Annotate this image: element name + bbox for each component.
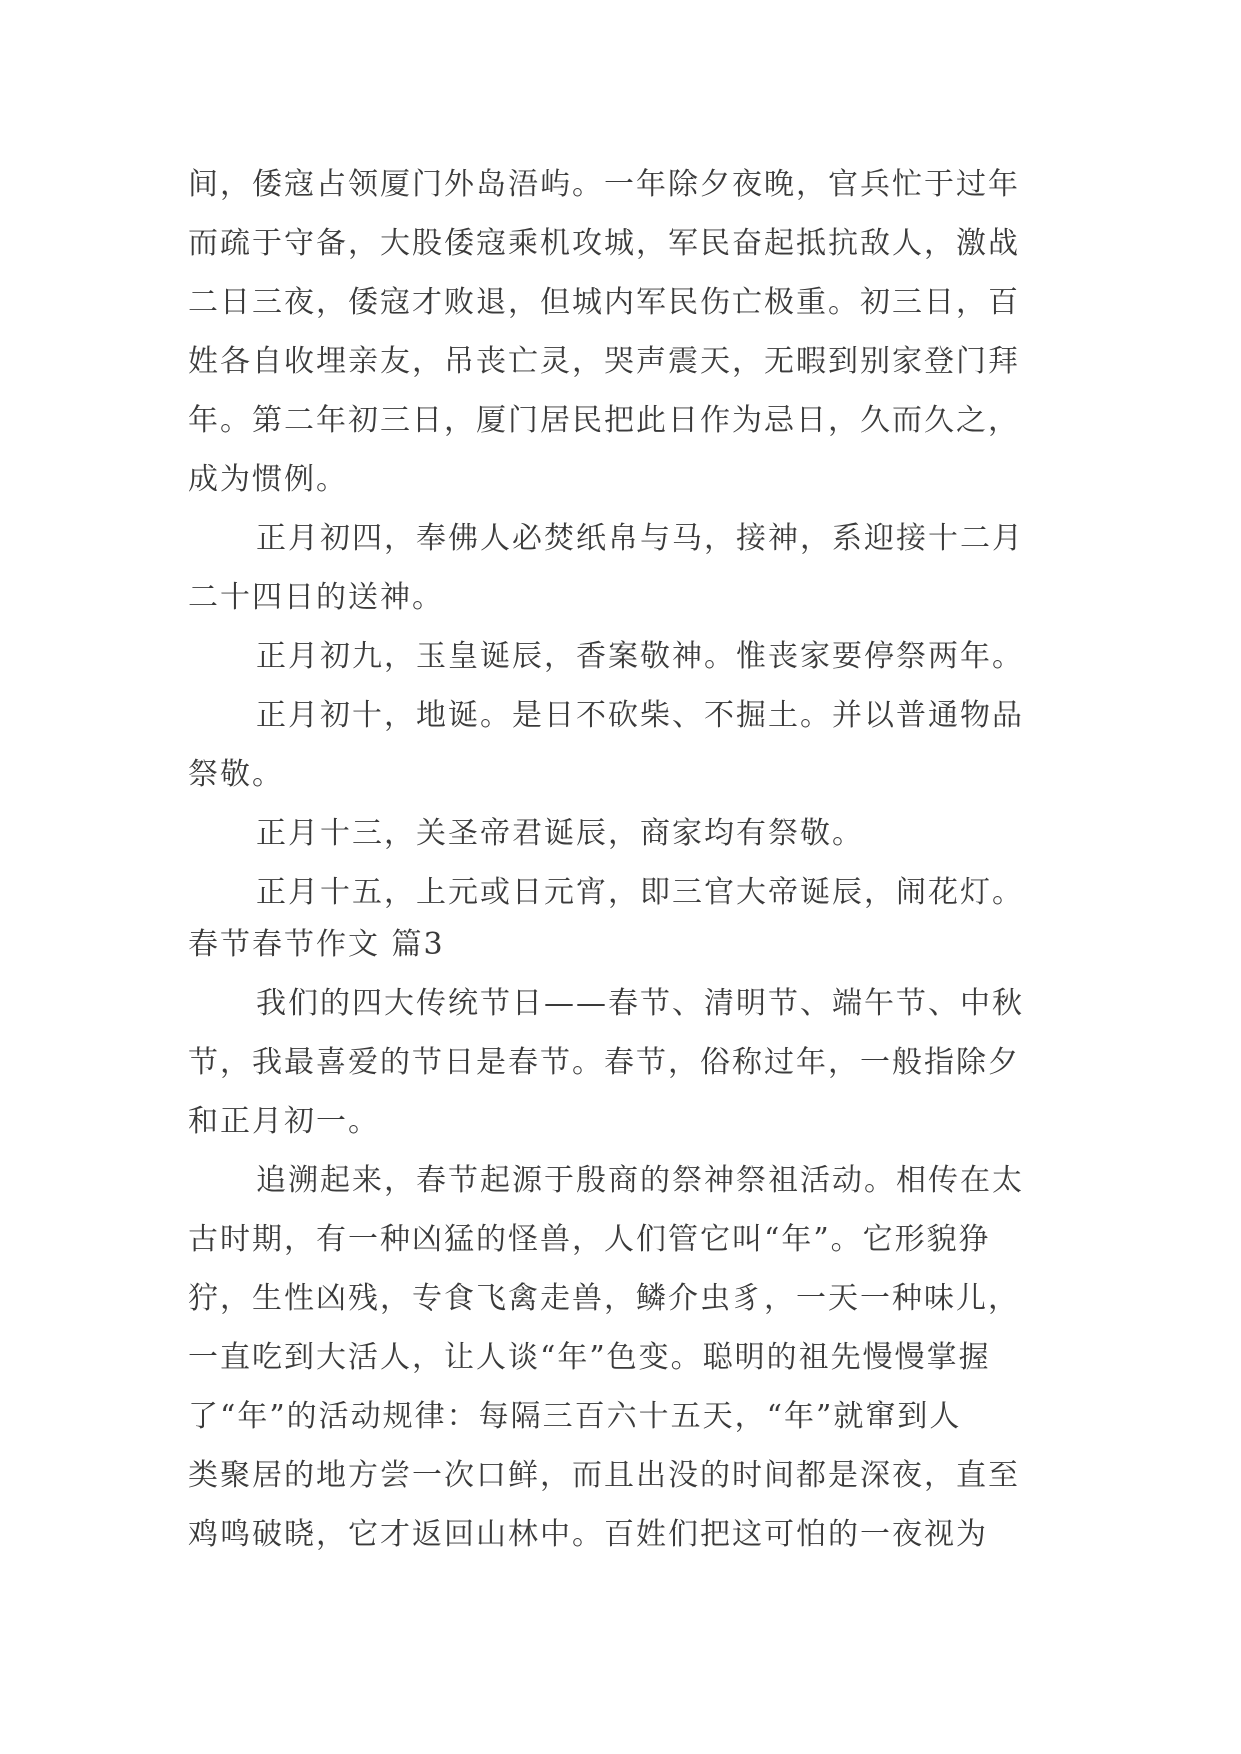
text-line: 间，倭寇占领厦门外岛浯屿。一年除夕夜晚，官兵忙于过年 [188,167,1020,202]
text-line: 姓各自收埋亲友，吊丧亡灵，哭声震天，无暇到别家登门拜 [188,344,1020,379]
text-line: 追溯起来，春节起源于殷商的祭神祭祖活动。相传在太 [256,1163,1024,1198]
text-line: 了“年”的活动规律：每隔三百六十五天，“年”就窜到人 [188,1399,962,1434]
text-line: 类聚居的地方尝一次口鲜，而且出没的时间都是深夜，直至 [188,1458,1020,1493]
text-line: 年。第二年初三日，厦门居民把此日作为忌日，久而久之， [188,403,1020,438]
text-line: 和正月初一。 [188,1104,380,1139]
text-line: 节，我最喜爱的节日是春节。春节，俗称过年，一般指除夕 [188,1045,1020,1080]
text-line: 正月十三，关圣帝君诞辰，商家均有祭敬。 [256,816,864,851]
text-line: 祭敬。 [188,757,284,792]
text-line: 我们的四大传统节日——春节、清明节、端午节、中秋 [256,986,1024,1021]
text-line: 古时期，有一种凶猛的怪兽，人们管它叫“年”。它形貌狰 [188,1222,991,1257]
text-line: 正月十五，上元或日元宵，即三官大帝诞辰，闹花灯。 [256,875,1024,910]
text-line: 成为惯例。 [188,462,348,497]
text-line: 而疏于守备，大股倭寇乘机攻城，军民奋起抵抗敌人，激战 [188,226,1020,261]
text-line: 鸡鸣破晓，它才返回山林中。百姓们把这可怕的一夜视为 [188,1517,988,1552]
text-line: 正月初十，地诞。是日不砍柴、不掘土。并以普通物品 [256,698,1024,733]
text-line: 二日三夜，倭寇才败退，但城内军民伤亡极重。初三日，百 [188,285,1020,320]
text-line: 一直吃到大活人，让人谈“年”色变。聪明的祖先慢慢掌握 [188,1340,991,1375]
text-line: 狞，生性凶残，专食飞禽走兽，鳞介虫豸，一天一种味儿， [188,1281,1020,1316]
section-heading: 春节春节作文 篇3 [188,927,445,962]
text-line: 二十四日的送神。 [188,580,444,615]
text-line: 正月初九，玉皇诞辰，香案敬神。惟丧家要停祭两年。 [256,639,1024,674]
text-line: 正月初四，奉佛人必焚纸帛与马，接神，系迎接十二月 [256,521,1024,556]
